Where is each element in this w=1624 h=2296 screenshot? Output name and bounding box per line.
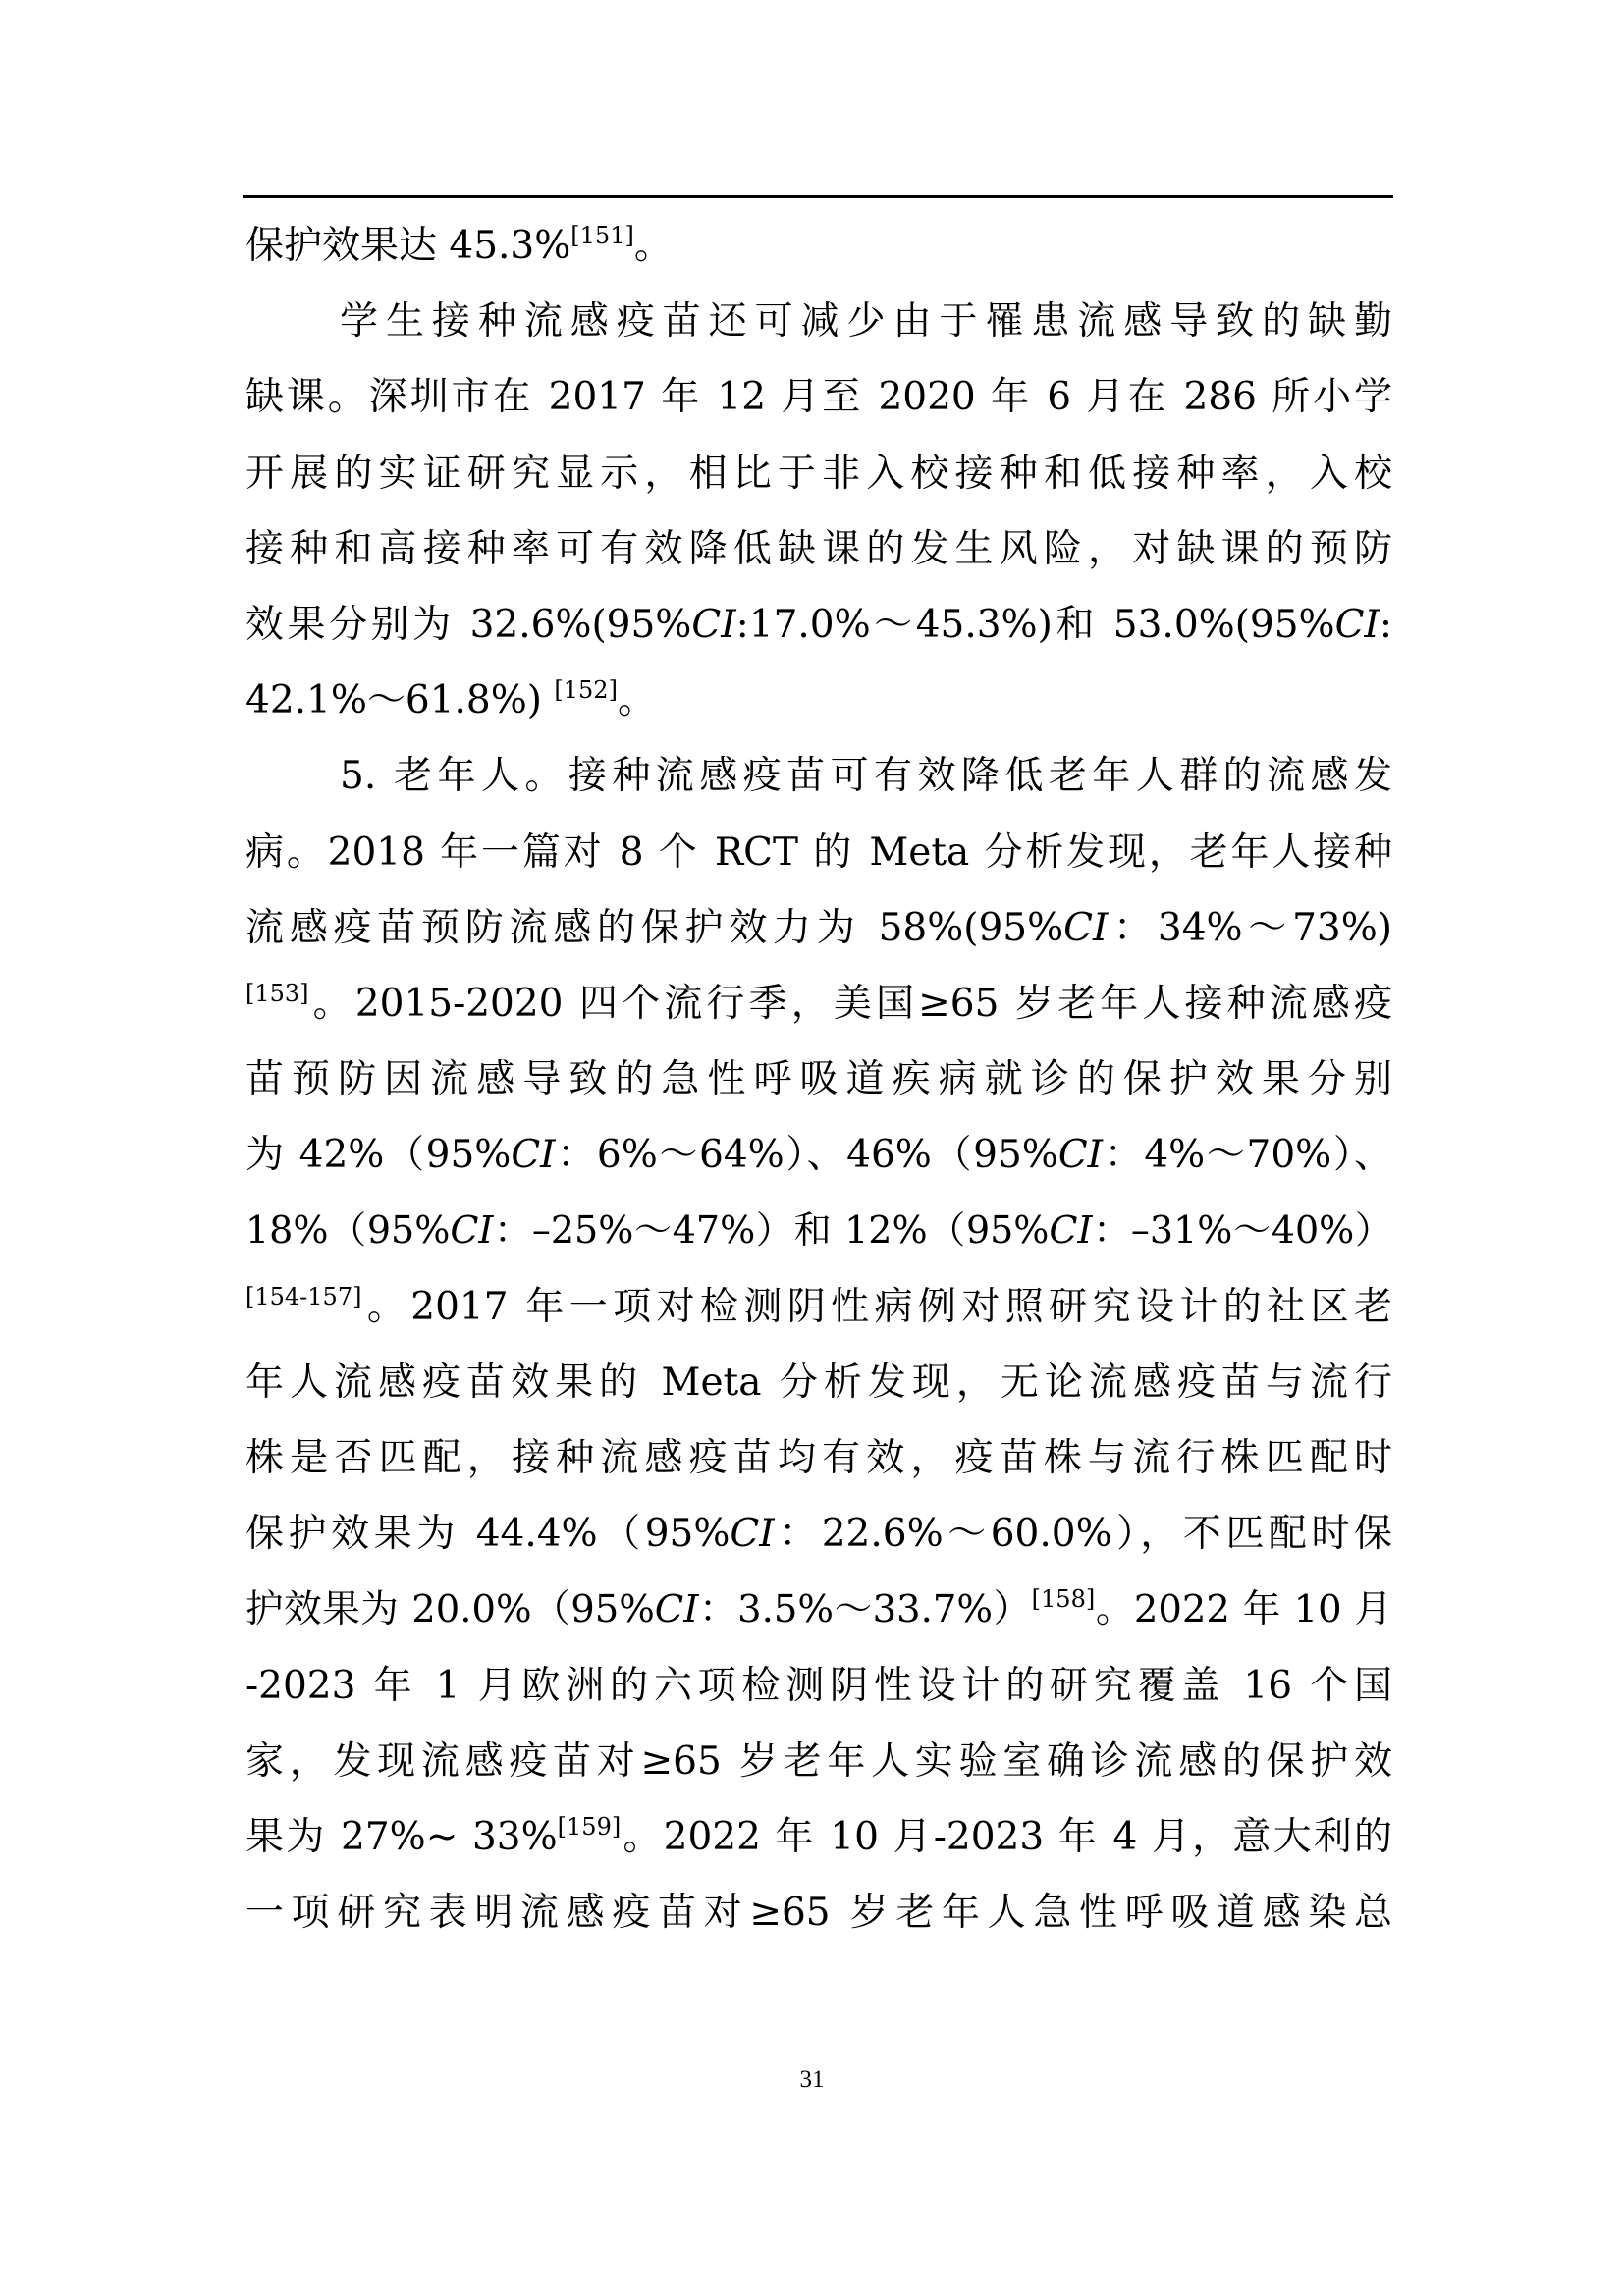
text-line: 家，发现流感疫苗对≥65 岁老年人实验室确诊流感的保护效: [245, 1738, 1392, 1784]
text-line: 苗预防因流感导致的急性呼吸道疾病就诊的保护效果分别: [245, 1057, 1392, 1102]
text-line: 保护效果为 44.4%（95%CI：22.6%～60.0%），不匹配时保: [245, 1512, 1392, 1557]
text-line: [154-157]。2017 年一项对检测阴性病例对照研究设计的社区老: [245, 1282, 1392, 1329]
body-text: [245, 208, 1392, 1950]
text-line: 42.1%～61.8%) [152]。: [245, 676, 656, 723]
text-line: 18%（95%CI：–25%～47%）和 12%（95%CI：–31%～40%）: [245, 1208, 1392, 1253]
text-line: 缺课。深圳市在 2017 年 12 月至 2020 年 6 月在 286 所小学: [245, 375, 1392, 420]
text-line: 学生接种流感疫苗还可减少由于罹患流感导致的缺勤: [340, 299, 1392, 345]
citation: [159]: [557, 1812, 622, 1841]
text-line: 病。2018 年一篇对 8 个 RCT 的 Meta 分析发现，老年人接种: [245, 829, 1392, 875]
text-line: 年人流感疫苗效果的 Meta 分析发现，无论流感疫苗与流行: [245, 1360, 1392, 1405]
text-line: 一项研究表明流感疫苗对≥65 岁老年人急性呼吸道感染总: [245, 1891, 1392, 1936]
text-line: 为 42%（95%CI：6%～64%）、46%（95%CI：4%～70%）、: [245, 1133, 1393, 1178]
text-line: 护效果为 20.0%（95%CI：3.5%～33.7%）[158]。2022 年 10 月: [245, 1585, 1392, 1632]
citation: [152]: [554, 676, 618, 705]
text-line: 保护效果达 45.3%[151]。: [245, 222, 673, 268]
citation: [151]: [570, 222, 634, 249]
text-line: 效果分别为 32.6%(95%CI:17.0%～45.3%)和 53.0%(95%CI:: [245, 602, 1392, 647]
page-number: 31: [799, 2066, 825, 2093]
text-line: [153]。2015-2020 四个流行季，美国≥65 岁老年人接种流感疫: [245, 979, 1392, 1026]
citation: [158]: [1031, 1585, 1096, 1614]
text-line: 果为 27%~ 33%[159]。2022 年 10 月-2023 年 4 月，意大利的: [245, 1812, 1392, 1859]
header-rule: [243, 195, 1393, 198]
text-line: 流感疫苗预防流感的保护效力为 58%(95%CI：34%～73%): [245, 905, 1392, 950]
citation: [154-157]: [245, 1282, 362, 1310]
text-line: 5. 老年人。接种流感疫苗可有效降低老年人群的流感发: [340, 754, 1392, 799]
text-line: 株是否匹配，接种流感疫苗均有效，疫苗株与流行株匹配时: [245, 1436, 1392, 1480]
text-line: 开展的实证研究显示，相比于非入校接种和低接种率，入校: [245, 451, 1392, 496]
text-line: -2023 年 1 月欧洲的六项检测阴性设计的研究覆盖 16 个国: [245, 1663, 1392, 1708]
text-line: 接种和高接种率可有效降低缺课的发生风险，对缺课的预防: [245, 526, 1392, 571]
citation: [153]: [245, 979, 309, 1007]
